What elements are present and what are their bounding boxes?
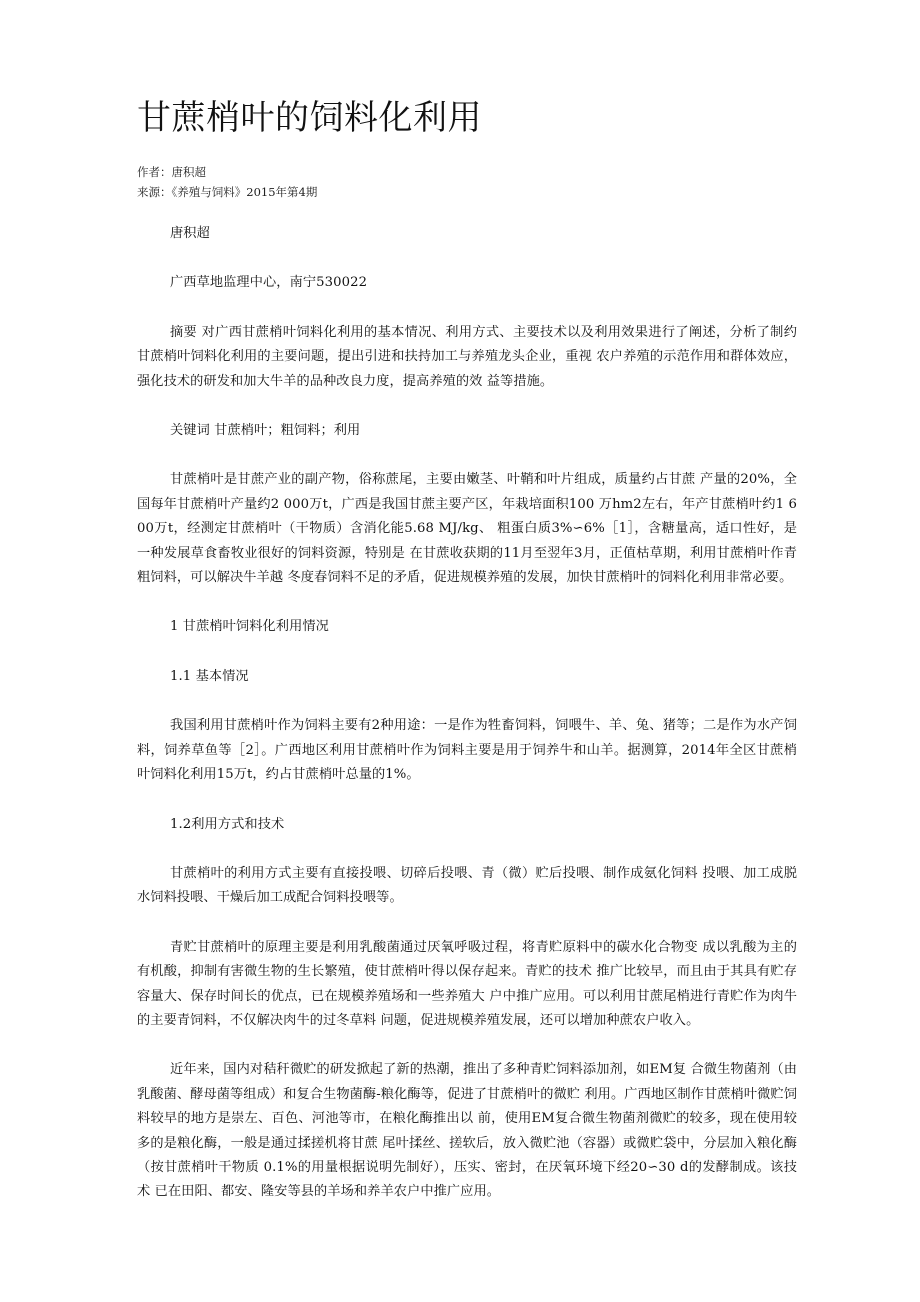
article-body xyxy=(137,222,797,1230)
author-name-paragraph: 唐积超 xyxy=(170,226,210,241)
intro-paragraph: 甘蔗梢叶是甘蔗产业的副产物，俗称蔗尾，主要由嫩茎、叶鞘和叶片组成，质量约占甘蔗 产量的20%，全国每年甘蔗梢叶产量约2 000万t，广西是我国甘蔗主要产区，年栽培面积100 万hm2左右，年产甘蔗梢叶约1 600万t，经测定甘蔗梢叶（干物质）含消化能5.68 MJ/kg、 粗蛋白质3%∽6%［1］，含糖量高，适口性好，是一种发展草食畜牧业很好的饲料资源，特别是 在甘蔗收获期的11月至翌年3月，正值枯草期，利用甘蔗梢叶作青粗饲料，可以解决牛羊越 冬度春饲料不足的矛盾，促进规模养殖的发展，加快甘蔗梢叶的饲料化利用非常必要。 xyxy=(137,472,797,586)
usage-methods-paragraph: 甘蔗梢叶的利用方式主要有直接投喂、切碎后投喂、青（微）贮后投喂、制作成氨化饲料 投喂、加工成脱水饲料投喂、干燥后加工成配合饲料投喂等。 xyxy=(137,865,797,906)
section-heading-1: 1 甘蔗梢叶饲料化利用情况 xyxy=(170,619,329,635)
micro-silage-paragraph: 近年来，国内对秸秆微贮的研发掀起了新的热潮，推出了多种青贮饲料添加剂，如EM复 合微生物菌剂（由乳酸菌、酵母菌等组成）和复合生物菌酶-粮化酶等，促进了甘蔗梢叶的微贮 利用。广西地区制作甘蔗梢叶微贮饲料较早的地方是崇左、百色、河池等市，在粮化酶推出以 前，使用EM复合微生物菌剂微贮的较多，现在使用较多的是粮化酶，一般是通过揉搓机将甘蔗 尾叶揉丝、搓软后，放入微贮池（容器）或微贮袋中，分层加入粮化酶（按甘蔗梢叶干物质 0.1%的用量根据说明先制好），压实、密封，在厌氧环境下经20∽30 d的发酵制成。该技术 已在田阳、都安、隆安等县的羊场和养羊农户中推广应用。 xyxy=(137,1062,797,1200)
affiliation-paragraph: 广西草地监理中心，南宁530022 xyxy=(170,275,368,291)
silage-principle-paragraph: 青贮甘蔗梢叶的原理主要是利用乳酸菌通过厌氧呼吸过程，将青贮原料中的碳水化合物变 成以乳酸为主的有机酸，抑制有害微生物的生长繁殖，使甘蔗梢叶得以保存起来。青贮的技术 推广比较早，而且由于其具有贮存容量大、保存时间长的优点，已在规模养殖场和一些养殖大 户中推广应用。可以利用甘蔗尾梢进行青贮作为肉牛的主要青饲料，不仅解决肉牛的过冬草料 问题，促进规模养殖发展，还可以增加种蔗农户收入。 xyxy=(137,939,797,1028)
subsection-heading-1-2: 1.2利用方式和技术 xyxy=(170,816,285,832)
basic-situation-paragraph: 我国利用甘蔗梢叶作为饲料主要有2种用途：一是作为牲畜饲料，饲喂牛、羊、兔、猪等；二是作为水产饲料，饲养草鱼等［2］。广西地区利用甘蔗梢叶作为饲料主要是用于饲养牛和山羊。据测算，2014年全区甘蔗梢叶饲料化利用15万t，约占甘蔗梢叶总量的1%。 xyxy=(137,718,797,783)
keywords-paragraph: 关键词 甘蔗梢叶；粗饲料；利用 xyxy=(170,423,361,439)
subsection-heading-1-1: 1.1 基本情况 xyxy=(170,668,249,684)
author-line: 作者：唐积超 xyxy=(137,165,206,179)
source-line: 来源：《养殖与饲料》2015年第4期 xyxy=(137,185,318,199)
abstract-paragraph: 摘要 对广西甘蔗梢叶饲料化利用的基本情况、利用方式、主要技术以及利用效果进行了阐述，分析了制约甘蔗梢叶饲料化利用的主要问题，提出引进和扶持加工与养殖龙头企业，重视 农户养殖的示范作用和群体效应，强化技术的研发和加大牛羊的品种改良力度，提高养殖的效 益等措施。 xyxy=(137,324,797,389)
article-title: 甘蔗梢叶的饲料化利用 xyxy=(137,98,482,138)
